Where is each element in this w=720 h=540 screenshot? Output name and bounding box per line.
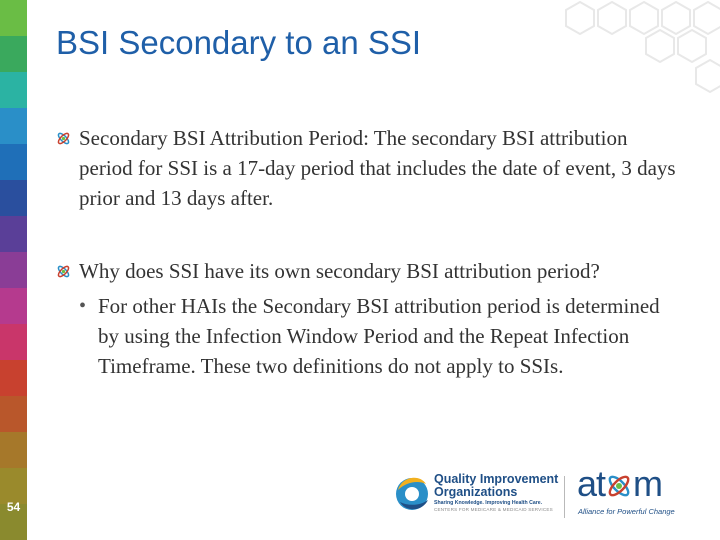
qio-tagline: Sharing Knowledge. Improving Health Care. bbox=[434, 500, 543, 506]
bullet-text: Why does SSI have its own secondary BSI attribution period? bbox=[79, 259, 600, 283]
stripe-segment bbox=[0, 252, 27, 288]
atom-bullet-icon bbox=[56, 131, 71, 146]
stripe-segment bbox=[0, 180, 27, 216]
stripe-segment bbox=[0, 432, 27, 468]
stripe-segment bbox=[0, 396, 27, 432]
atom-logo-wordmark: at m bbox=[577, 463, 663, 504]
hexagon-pattern-decoration bbox=[550, 0, 720, 95]
qio-cms-line: CENTERS FOR MEDICARE & MEDICAID SERVICES bbox=[434, 507, 553, 512]
stripe-segment bbox=[0, 216, 27, 252]
qio-name-line1: Quality Improvement bbox=[434, 472, 559, 486]
stripe-segment bbox=[0, 108, 27, 144]
stripe-segment bbox=[0, 0, 27, 36]
logo-divider bbox=[564, 476, 565, 518]
color-stripe bbox=[0, 0, 27, 540]
sub-bullet-text: For other HAIs the Secondary BSI attribution period is determined by using the Infection Window Period and the Repeat Infection Timeframe. These two definitions do not apply to SSIs. bbox=[98, 294, 660, 378]
qio-logo-icon bbox=[392, 470, 432, 516]
stripe-segment bbox=[0, 288, 27, 324]
stripe-segment bbox=[0, 360, 27, 396]
atom-bullet-icon bbox=[56, 264, 71, 279]
bullet-text: Secondary BSI Attribution Period: The secondary BSI attribution period for SSI is a 17-day period that includes the date of event, 3 days prior and 13 days after. bbox=[79, 126, 676, 210]
qio-name-line2: Organizations bbox=[434, 485, 518, 499]
stripe-segment bbox=[0, 144, 27, 180]
bullet-item bbox=[58, 256, 683, 286]
atom-tagline: Alliance for Powerful Change bbox=[578, 507, 675, 516]
atom-logo-icon bbox=[605, 472, 633, 500]
qio-logo-text bbox=[434, 473, 558, 513]
stripe-segment bbox=[0, 468, 27, 504]
stripe-segment bbox=[0, 72, 27, 108]
slide-title: BSI Secondary to an SSI bbox=[56, 24, 422, 61]
sub-bullet-item bbox=[79, 291, 683, 381]
page-number: 54 bbox=[6, 500, 21, 514]
bullet-item bbox=[58, 123, 683, 213]
stripe-segment bbox=[0, 36, 27, 72]
bullet-dot-icon: • bbox=[79, 295, 87, 317]
stripe-segment bbox=[0, 324, 27, 360]
footer-logos bbox=[392, 463, 702, 524]
